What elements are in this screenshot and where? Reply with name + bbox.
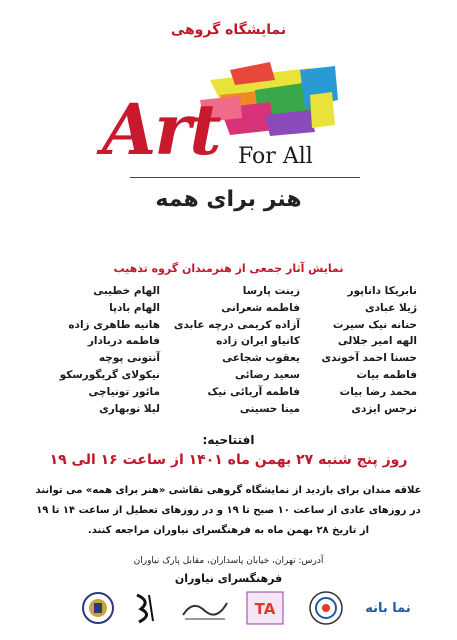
artist-name: حنانه نیک سیرت [332, 318, 417, 331]
artist-name: مائور تونیاچی [88, 385, 160, 398]
logo-for-all-text: For All [238, 144, 313, 169]
artists-column-left [25, 283, 160, 417]
artist-name: یعقوب شجاعی [222, 352, 300, 365]
artist-name: نرجس ایزدی [351, 402, 417, 415]
venue-name: فرهنگسرای نیاوران [174, 572, 283, 585]
artist-name: لیلا نوبهاری [99, 402, 160, 415]
intro-text: نمایش آثار جمعی از هنرمندان گروه تذهیب [113, 262, 344, 275]
logo-art-text: Art [102, 88, 220, 171]
artist-name: الهام بادپا [109, 301, 160, 314]
artist-name: فاطمه شعرانی [221, 301, 300, 314]
artists-column-middle [165, 283, 300, 417]
ta-logo-text: TA [254, 600, 276, 618]
artist-name: زینت پارسا [242, 285, 300, 297]
artist-name: سعید رضائی [235, 368, 300, 381]
sponsor-logos [80, 590, 420, 626]
artist-name: محمد رضا بیات [339, 385, 417, 398]
opening-label: افتتاحیه: [202, 433, 255, 447]
artist-name: آنتونی پوچه [98, 352, 160, 365]
artist-name: آزاده کریمی درچه عابدی [173, 318, 300, 331]
artist-name: ژیلا عبادی [364, 301, 417, 314]
artist-name: الهام خطیبی [93, 285, 160, 297]
logo-divider [130, 177, 360, 178]
artist-name: مینا حسینی [239, 402, 300, 415]
artist-name: نیکولای گریگورسکو [59, 368, 160, 381]
address-text: آدرس: تهران، خیابان پاسداران، مقابل پارک نیاوران [133, 556, 324, 566]
opening-date: روز پنج شنبه ۲۷ بهمن ماه ۱۴۰۱ از ساعت ۱۶ الی ۱۹ [49, 452, 408, 468]
visit-info-line: در روزهای عادی از ساعت ۱۰ صبح تا ۱۹ و در روزهای تعطیل از ساعت ۱۴ تا ۱۹ [36, 505, 421, 516]
exhibition-title: نمایشگاه گروهی [170, 22, 287, 38]
seal-logo-icon [80, 590, 116, 626]
artist-name: فاطمه بیات [356, 368, 417, 381]
ta-logo-icon [245, 590, 285, 626]
artist-name: نابریکا داناپور [347, 285, 417, 297]
nama-bane-logo: نما بانه [365, 600, 411, 616]
visit-info-line: علاقه مندان برای بازدید از نمایشگاه گروهی نقاشی «هنر برای همه» می توانند [35, 485, 422, 496]
artist-name: هانیه طاهری زاده [68, 318, 160, 331]
artist-name: حسنا احمد آخوندی [321, 352, 417, 365]
artist-name: الهه امیر جلالی [337, 335, 417, 348]
artist-name: فاطمه آریائی نیک [207, 385, 300, 398]
artist-name: کانیاو ایران زاده [216, 335, 300, 348]
round-emblem-icon [304, 590, 348, 626]
foundation-logo-icon [178, 590, 232, 626]
calligraphy-logo-icon [130, 590, 160, 626]
visit-info-line: از تاریخ ۲۸ بهمن ماه به فرهنگسرای نیاوران مراجعه کنند. [87, 525, 370, 536]
logo-subtitle-fa: هنر برای همه [155, 187, 302, 212]
artist-name: فاطمه دربادار [87, 335, 160, 348]
